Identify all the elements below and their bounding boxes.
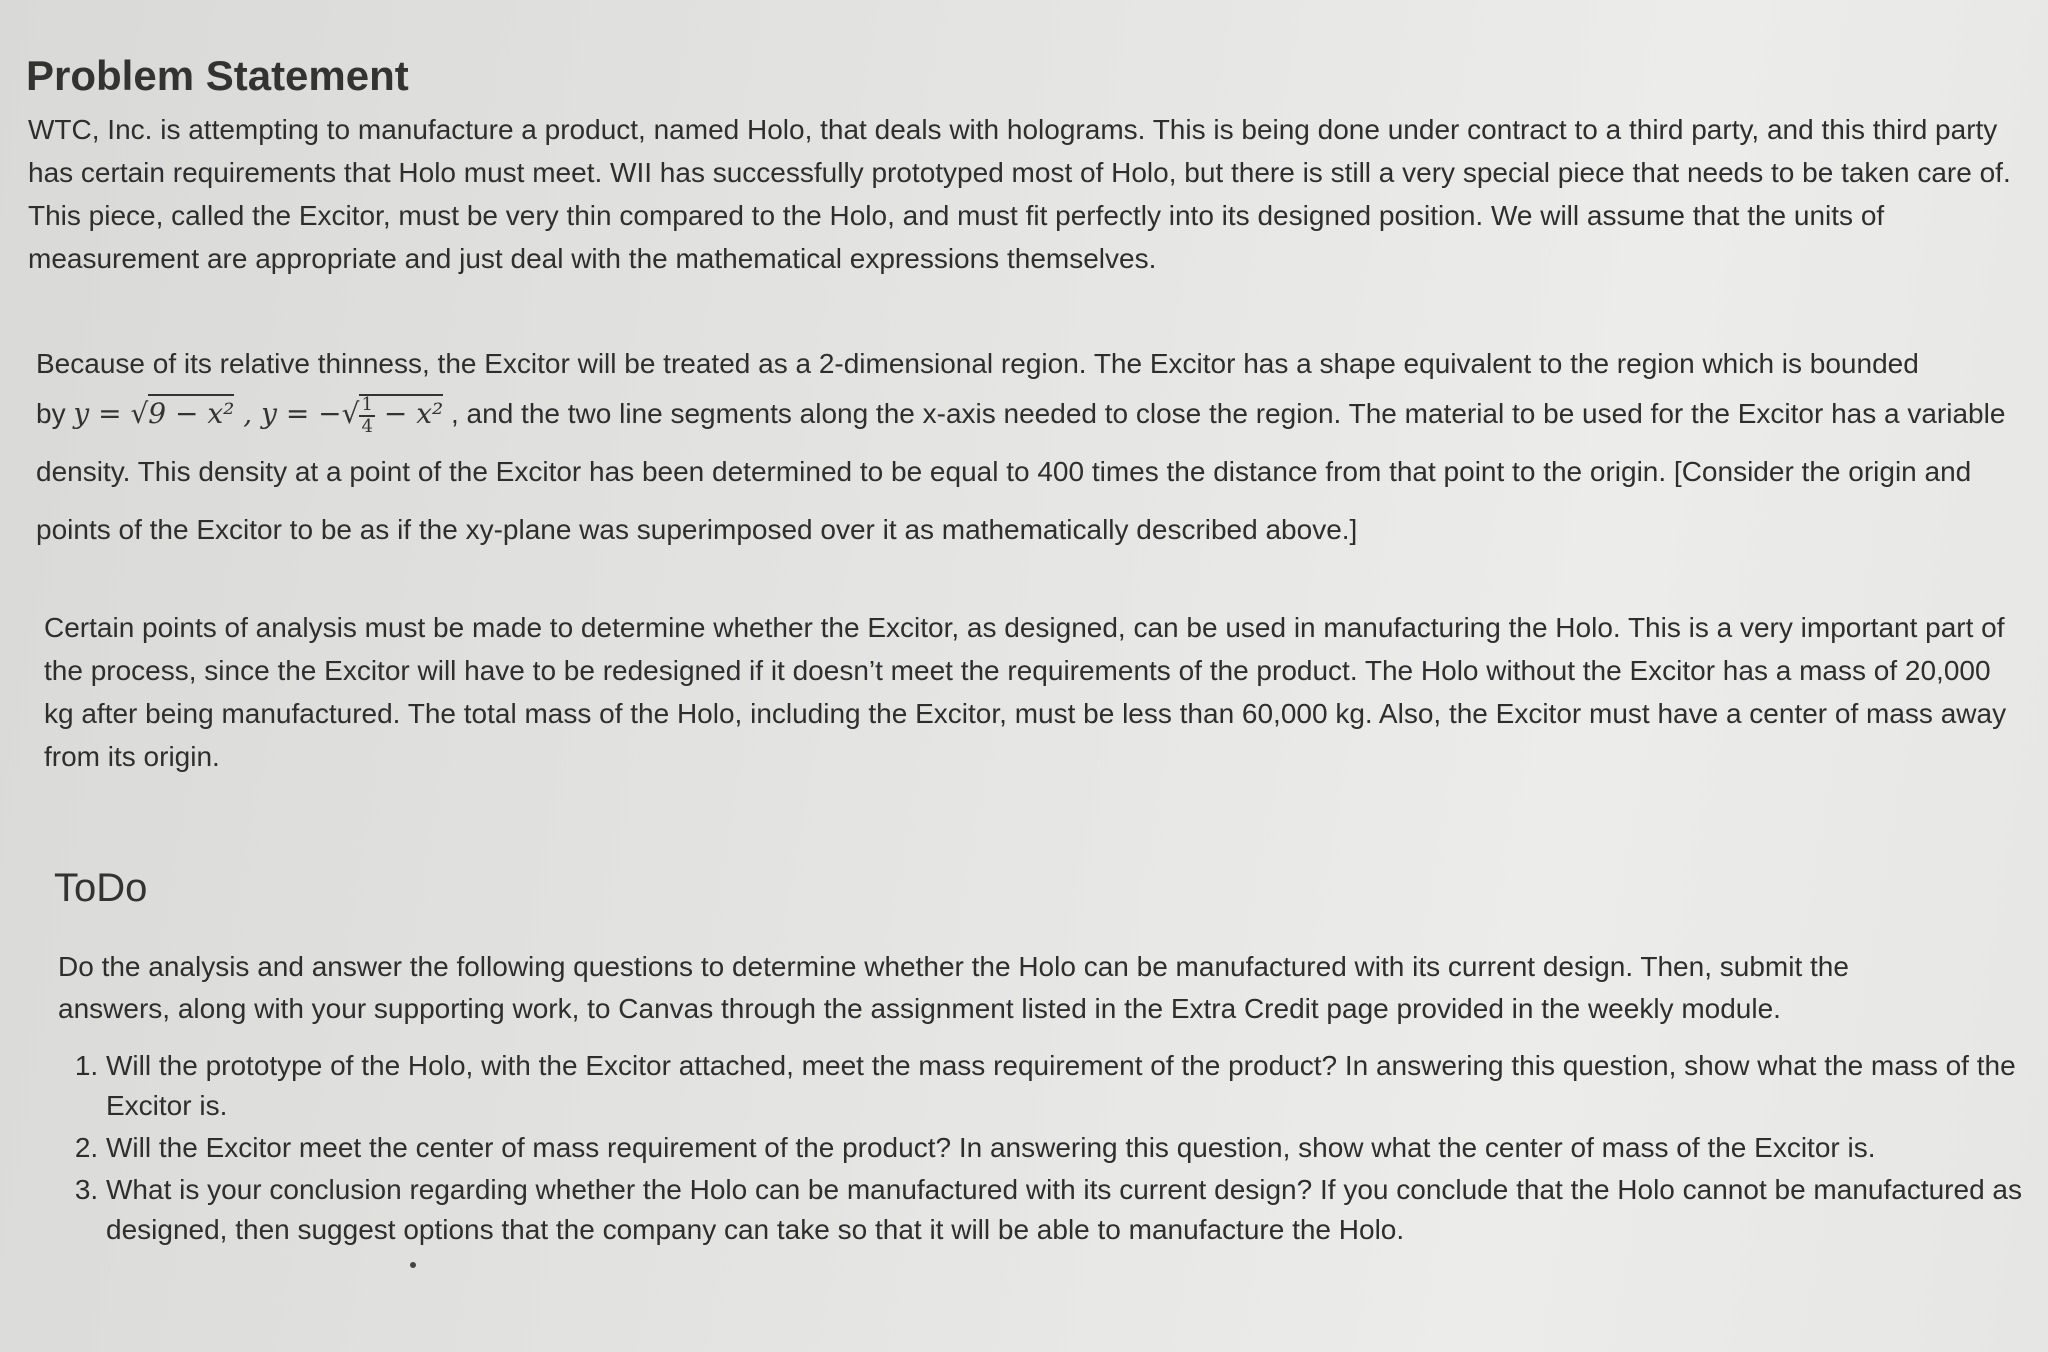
stray-dot (410, 1262, 416, 1268)
equation-1-lhs: y = (73, 397, 131, 430)
equation-2 (261, 393, 444, 437)
region-paragraph (36, 342, 2021, 559)
intro-paragraph: WTC, Inc. is attempting to manufacture a product, named Holo, that deals with holograms. This is being done under contract to a third party, and this third party has certain requirements that Holo must meet. WII has successfully prototyped most of Holo, but there is still a very special piece that needs to be taken care of. This piece, called the Excitor, must be very thin compared to the Holo, and must fit perfectly into its designed position. We will assume that the units of measurement are appropriate and just deal with the mathematical expressions themselves. (28, 114, 2011, 274)
equation-1 (73, 394, 234, 430)
region-math-line (36, 385, 2021, 559)
equation-separator: , (234, 397, 262, 430)
region-line-1: Because of its relative thinness, the Excitor will be treated as a 2-dimensional region. The Excitor has a shape equivalent to the region which is bounded (36, 348, 1919, 379)
page-title: Problem Statement (26, 52, 409, 99)
questions-list (58, 1046, 2026, 1252)
fraction-denominator: 4 (361, 415, 373, 437)
question-3: 3. What is your conclusion regarding whether the Holo can be manufactured with its current design? If you conclude that the Holo cannot be manufactured as designed, then suggest options that the company can take so that it will be able to manufacture the Holo. (106, 1170, 2026, 1250)
question-2: 2. Will the Excitor meet the center of mass requirement of the product? In answering this question, show what the center of mass of the Excitor is. (106, 1128, 2026, 1168)
analysis-paragraph: Certain points of analysis must be made to determine whether the Excitor, as designed, can be used in manufacturing the Holo. This is a very important part of the process, since the Excitor will have to be redesigned if it doesn’t meet the requirements of the product. The Holo without the Excitor has a mass of 20,000 kg after being manufactured. The total mass of the Holo, including the Excitor, must be less than 60,000 kg. Also, the Excitor must have a center of mass away from its origin. (44, 612, 2007, 772)
todo-heading: ToDo (54, 866, 148, 910)
region-text-after-math: , and the two line segments along the x-axis needed to close the region. The material to be used for the Excitor has a variable density. This density at a point of the Excitor has been determined to be equal to 400 times the distance from that point to the origin. [Consider the origin and points of the Excitor to be as if the xy-plane was superimposed over it as mathematically described above.] (36, 398, 2006, 545)
sqrt-symbol-2: √ (341, 397, 360, 430)
equation-2-rest: − x² (374, 397, 444, 430)
todo-intro: Do the analysis and answer the following questions to determine whether the Holo can be manufactured with its current design. Then, submit the answers, along with your supporting work, to Canvas through the assignment listed in the Extra Credit page provided in the weekly module. (58, 951, 1849, 1024)
by-word: by (36, 398, 66, 429)
fraction (359, 395, 374, 437)
fraction-numerator: 1 (361, 393, 373, 415)
equation-1-radicand: 9 − x² (148, 394, 234, 430)
equation-2-lhs: y = − (261, 397, 342, 430)
question-1: 1. Will the prototype of the Holo, with the Excitor attached, meet the mass requirement of the product? In answering this question, show what the mass of the Excitor is. (106, 1046, 2026, 1126)
equation-2-radicand (359, 393, 444, 437)
sqrt-symbol-1: √ (130, 397, 149, 430)
